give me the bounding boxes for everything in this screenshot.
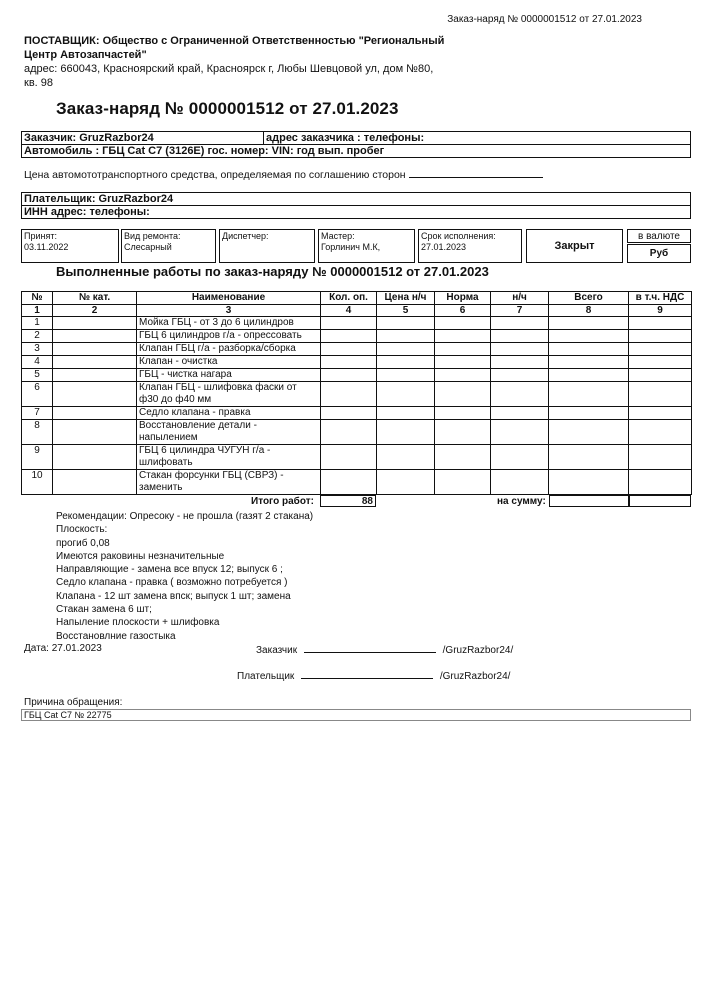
table-cell (435, 382, 491, 407)
status-badge: Закрыт (526, 229, 623, 263)
customer-signature-line (304, 643, 436, 653)
work-name: ГБЦ 6 цилиндра ЧУГУН г/а - шлифовать (137, 445, 321, 470)
recommendation-line: Направляющие - замена все впуск 12; выпуск 6 ; (56, 564, 283, 576)
table-cell (549, 470, 629, 495)
currency-label: в валюте (627, 229, 691, 243)
master-value: Горлинич М.К, (321, 242, 381, 252)
customer-address-cell: адрес заказчика : телефоны: (264, 132, 691, 145)
table-cell (435, 470, 491, 495)
payer-signature-name: /GruzRazbor24/ (439, 671, 511, 682)
col-number: 5 (377, 305, 435, 317)
table-cell (629, 420, 692, 445)
row-number: 6 (22, 382, 53, 407)
col-header: Кол. оп. (321, 292, 377, 305)
reason-value: ГБЦ Cat C7 № 22775 (21, 709, 691, 721)
customer-signature (256, 643, 513, 656)
currency-value: Руб (627, 244, 691, 263)
total-label: Итого работ: (251, 496, 314, 507)
row-number: 7 (22, 407, 53, 420)
table-cell (491, 317, 549, 330)
order-reference-header: Заказ-наряд № 0000001512 от 27.01.2023 (447, 14, 642, 25)
table-cell (377, 445, 435, 470)
col-header: в т.ч. НДС (629, 292, 692, 305)
dispatcher-label: Диспетчер: (222, 231, 269, 241)
vehicle-cell: Автомобиль : ГБЦ Cat C7 (3126E) гос. номер: VIN: год вып. пробег (22, 145, 691, 158)
payer-cell: Плательщик: GruzRazbor24 (22, 193, 691, 206)
work-name: Клапан ГБЦ г/а - разборка/сборка (137, 343, 321, 356)
table-cell (629, 407, 692, 420)
recommendation-line: Восстановлние газостыка (56, 630, 176, 640)
table-cell (435, 343, 491, 356)
accepted-cell (21, 229, 119, 263)
customer-signature-name: /GruzRazbor24/ (442, 645, 514, 656)
table-cell (377, 382, 435, 407)
table-cell (321, 343, 377, 356)
recommendation-line: Напыление плоскости + шлифовка (56, 617, 220, 629)
payer-signature (237, 669, 510, 682)
table-cell (53, 382, 137, 407)
table-cell (321, 445, 377, 470)
row-number: 2 (22, 330, 53, 343)
document-title: Заказ-наряд № 0000001512 от 27.01.2023 (56, 99, 399, 118)
table-cell (53, 470, 137, 495)
table-cell (629, 369, 692, 382)
table-cell (491, 343, 549, 356)
supplier-address: адрес: 660043, Красноярский край, Красноярск г, Любы Шевцовой ул, дом №80, (24, 63, 434, 75)
table-cell (53, 407, 137, 420)
sum-vat-cell (629, 495, 691, 507)
table-cell (321, 407, 377, 420)
customer-signature-label: Заказчик (256, 645, 298, 656)
table-cell (53, 445, 137, 470)
table-cell (53, 343, 137, 356)
table-cell (629, 382, 692, 407)
col-number: 1 (22, 305, 53, 317)
deadline-label: Срок исполнения: (421, 231, 496, 241)
recommendation-line: Седло клапана - правка ( возможно потребуется ) (56, 577, 288, 589)
table-row (22, 330, 692, 343)
table-row (22, 407, 692, 420)
supplier-name: Общество с Ограниченной Ответственностью "Региональный Центр Автозапчастей" (24, 35, 445, 61)
work-name: Мойка ГБЦ - от 3 до 6 цилиндров (137, 317, 321, 330)
col-number: 9 (629, 305, 692, 317)
table-cell (377, 470, 435, 495)
table-row (22, 420, 692, 445)
col-number: 2 (53, 305, 137, 317)
accepted-label: Принят: (24, 231, 57, 241)
col-number: 6 (435, 305, 491, 317)
table-cell (321, 330, 377, 343)
supplier-label: ПОСТАВЩИК: (24, 35, 100, 47)
table-cell (549, 382, 629, 407)
table-cell (549, 407, 629, 420)
table-cell (435, 317, 491, 330)
table-cell (491, 369, 549, 382)
works-title: Выполненные работы по заказ-наряду № 0000001512 от 27.01.2023 (56, 264, 489, 279)
table-row (22, 470, 692, 495)
repair-type-cell (121, 229, 216, 263)
table-cell (377, 420, 435, 445)
price-note-line (409, 168, 543, 178)
table-cell (435, 420, 491, 445)
row-number: 4 (22, 356, 53, 369)
sum-label: на сумму: (497, 496, 546, 507)
work-name: ГБЦ - чистка нагара (137, 369, 321, 382)
table-cell (377, 343, 435, 356)
table-cell (377, 330, 435, 343)
table-cell (491, 445, 549, 470)
table-cell (321, 356, 377, 369)
row-number: 1 (22, 317, 53, 330)
work-name: Стакан форсунки ГБЦ (СВРЗ) - заменить (137, 470, 321, 495)
table-row (22, 382, 692, 407)
table-row (22, 445, 692, 470)
col-header: № кат. (53, 292, 137, 305)
table-cell (549, 369, 629, 382)
table-row (22, 369, 692, 382)
accepted-value: 03.11.2022 (24, 242, 69, 252)
dispatcher-cell (219, 229, 315, 263)
work-name: Клапан ГБЦ - шлифовка фаски от ф30 до ф40 мм (137, 382, 321, 407)
work-name: Восстановление детали - напылением (137, 420, 321, 445)
payer-signature-line (301, 669, 433, 679)
col-header: Всего (549, 292, 629, 305)
col-number: 3 (137, 305, 321, 317)
table-cell (321, 382, 377, 407)
work-name: ГБЦ 6 цилиндров г/а - опрессовать (137, 330, 321, 343)
client-info-table (21, 131, 691, 158)
col-header: Цена н/ч (377, 292, 435, 305)
table-cell (53, 330, 137, 343)
price-note (24, 168, 543, 181)
table-cell (53, 317, 137, 330)
recommendation-line: Клапана - 12 шт замена впск; выпуск 1 шт; замена (56, 590, 291, 602)
work-name: Седло клапана - правка (137, 407, 321, 420)
repair-type-value: Слесарный (124, 242, 172, 252)
row-number: 3 (22, 343, 53, 356)
customer-cell: Заказчик: GruzRazbor24 (22, 132, 264, 145)
table-cell (491, 330, 549, 343)
table-cell (53, 369, 137, 382)
works-table (21, 291, 692, 495)
table-cell (629, 343, 692, 356)
recommendation-line: Рекомендации: Опресоку - не прошла (газят 2 стакана) (56, 511, 314, 522)
table-cell (629, 470, 692, 495)
table-cell (629, 330, 692, 343)
table-cell (321, 420, 377, 445)
row-number: 5 (22, 369, 53, 382)
table-cell (321, 317, 377, 330)
col-header: Норма (435, 292, 491, 305)
payer-info-table (21, 192, 691, 219)
supplier-block (24, 34, 454, 90)
works-column-numbers (22, 305, 692, 317)
recommendation-line: Стакан замена 6 шт; (56, 604, 152, 616)
recommendations (56, 510, 376, 640)
table-row (22, 343, 692, 356)
recommendation-line: Имеются раковины незначительные (56, 550, 225, 562)
row-number: 10 (22, 470, 53, 495)
table-cell (377, 407, 435, 420)
table-cell (491, 356, 549, 369)
table-cell (491, 382, 549, 407)
table-cell (377, 317, 435, 330)
reason-label: Причина обращения: (24, 697, 123, 708)
table-cell (549, 343, 629, 356)
col-header: н/ч (491, 292, 549, 305)
col-number: 8 (549, 305, 629, 317)
table-cell (321, 470, 377, 495)
work-name: Клапан - очистка (137, 356, 321, 369)
works-header-row (22, 292, 692, 305)
table-row (22, 356, 692, 369)
deadline-value: 27.01.2023 (421, 242, 467, 252)
table-cell (435, 407, 491, 420)
table-cell (629, 445, 692, 470)
row-number: 8 (22, 420, 53, 445)
table-cell (435, 445, 491, 470)
table-cell (435, 330, 491, 343)
master-label: Мастер: (321, 231, 355, 241)
table-cell (549, 317, 629, 330)
inn-cell: ИНН адрес: телефоны: (22, 206, 691, 219)
row-number: 9 (22, 445, 53, 470)
table-cell (549, 445, 629, 470)
table-cell (53, 420, 137, 445)
col-header: № (22, 292, 53, 305)
total-value: 88 (320, 495, 376, 507)
repair-type-label: Вид ремонта: (124, 231, 181, 241)
table-cell (629, 317, 692, 330)
table-cell (629, 356, 692, 369)
table-cell (321, 369, 377, 382)
table-cell (435, 369, 491, 382)
table-cell (53, 356, 137, 369)
table-cell (435, 356, 491, 369)
table-cell (549, 330, 629, 343)
recommendation-line: прогиб 0,08 (56, 537, 110, 549)
payer-signature-label: Плательщик (237, 671, 295, 682)
deadline-cell (418, 229, 522, 263)
col-number: 7 (491, 305, 549, 317)
table-cell (491, 470, 549, 495)
table-cell (491, 420, 549, 445)
recommendation-line: Плоскость: (56, 524, 108, 536)
price-note-text: Цена автомототранспортного средства, определяемая по соглашению сторон (24, 169, 406, 181)
table-row (22, 317, 692, 330)
table-cell (377, 356, 435, 369)
table-cell (549, 420, 629, 445)
supplier-address-2: кв. 98 (24, 77, 54, 89)
document-date: Дата: 27.01.2023 (24, 643, 102, 654)
table-cell (377, 369, 435, 382)
table-cell (491, 407, 549, 420)
master-cell (318, 229, 415, 263)
sum-total-cell (549, 495, 629, 507)
col-header: Наименование (137, 292, 321, 305)
col-number: 4 (321, 305, 377, 317)
table-cell (549, 356, 629, 369)
